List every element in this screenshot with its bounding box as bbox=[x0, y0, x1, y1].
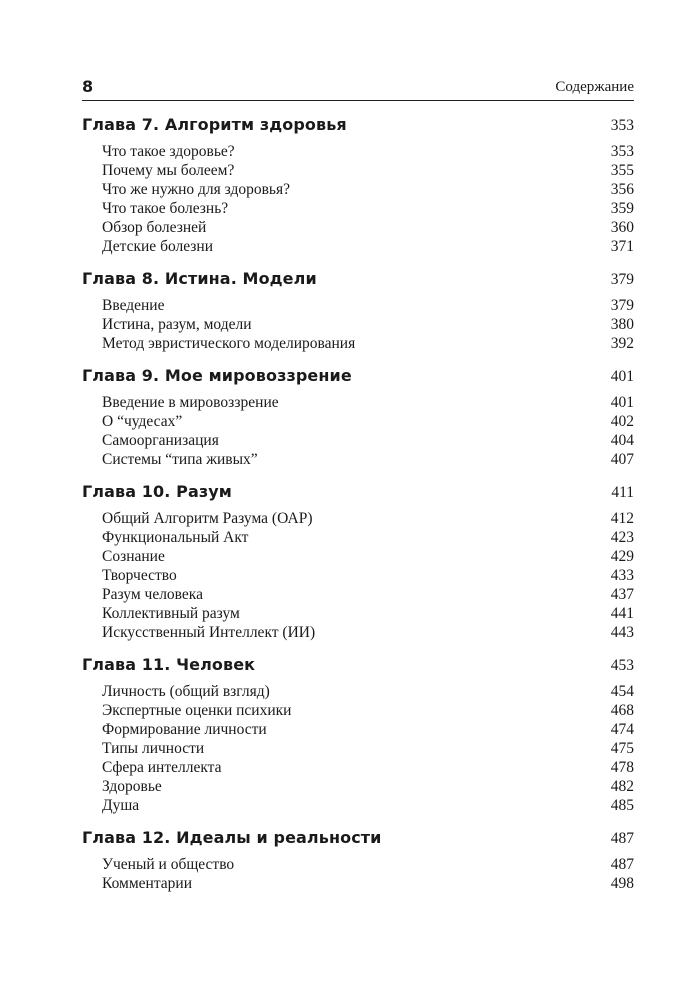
entry-page-number: 423 bbox=[610, 529, 634, 546]
entry-title: Системы “типа живых” bbox=[102, 451, 258, 468]
toc-entry bbox=[82, 181, 634, 200]
entry-page-number: 498 bbox=[610, 875, 634, 892]
toc-entry bbox=[82, 624, 634, 643]
toc-entry bbox=[82, 143, 634, 162]
page-number: 8 bbox=[82, 77, 94, 96]
entry-page-number: 443 bbox=[610, 624, 634, 641]
entry-page-number: 454 bbox=[610, 683, 634, 700]
chapter-page-number: 353 bbox=[610, 117, 634, 134]
entry-title: Творчество bbox=[102, 567, 177, 584]
entry-title: Формирование личности bbox=[102, 721, 267, 738]
entry-title: О “чудесах” bbox=[102, 413, 183, 430]
entry-title: Обзор болезней bbox=[102, 219, 207, 236]
toc-entry bbox=[82, 510, 634, 529]
entry-page-number: 478 bbox=[610, 759, 634, 776]
entry-page-number: 412 bbox=[610, 510, 634, 527]
entry-title: Почему мы болеем? bbox=[102, 162, 235, 179]
entry-page-number: 379 bbox=[610, 297, 634, 314]
toc-entry bbox=[82, 586, 634, 605]
entry-title: Коллективный разум bbox=[102, 605, 240, 622]
entry-page-number: 468 bbox=[610, 702, 634, 719]
chapter-section bbox=[82, 267, 634, 364]
chapter-page-number: 487 bbox=[610, 830, 634, 847]
chapter-title: Глава 9. Мое мировоззрение bbox=[82, 366, 352, 385]
entry-title: Введение в мировоззрение bbox=[102, 394, 279, 411]
chapter-page-number: 379 bbox=[610, 271, 634, 288]
entry-list bbox=[82, 297, 634, 364]
toc-entry bbox=[82, 797, 634, 816]
entry-page-number: 475 bbox=[610, 740, 634, 757]
entry-page-number: 356 bbox=[610, 181, 634, 198]
chapter-heading bbox=[82, 113, 634, 143]
entry-page-number: 402 bbox=[610, 413, 634, 430]
entry-title: Что такое здоровье? bbox=[102, 143, 235, 160]
chapter-title: Глава 7. Алгоритм здоровья bbox=[82, 115, 347, 134]
entry-title: Введение bbox=[102, 297, 165, 314]
chapter-section bbox=[82, 653, 634, 826]
toc-entry bbox=[82, 702, 634, 721]
toc-entry bbox=[82, 219, 634, 238]
toc-entry bbox=[82, 162, 634, 181]
chapter-heading bbox=[82, 480, 634, 510]
entry-title: Здоровье bbox=[102, 778, 162, 795]
chapter-title: Глава 12. Идеалы и реальности bbox=[82, 828, 382, 847]
toc-entry bbox=[82, 856, 634, 875]
toc-entry bbox=[82, 778, 634, 797]
entry-list bbox=[82, 394, 634, 480]
toc-entry bbox=[82, 740, 634, 759]
entry-title: Искусственный Интеллект (ИИ) bbox=[102, 624, 316, 641]
chapter-title: Глава 11. Человек bbox=[82, 655, 256, 674]
table-of-contents bbox=[82, 113, 634, 904]
toc-entry bbox=[82, 297, 634, 316]
toc-entry bbox=[82, 567, 634, 586]
entry-page-number: 380 bbox=[610, 316, 634, 333]
entry-page-number: 401 bbox=[610, 394, 634, 411]
entry-title: Личность (общий взгляд) bbox=[102, 683, 270, 700]
chapter-title: Глава 10. Разум bbox=[82, 482, 232, 501]
entry-title: Душа bbox=[102, 797, 140, 814]
toc-entry bbox=[82, 548, 634, 567]
toc-entry bbox=[82, 875, 634, 894]
entry-list bbox=[82, 510, 634, 653]
entry-page-number: 485 bbox=[610, 797, 634, 814]
entry-title: Типы личности bbox=[102, 740, 205, 757]
entry-title: Сознание bbox=[102, 548, 165, 565]
toc-entry bbox=[82, 335, 634, 354]
toc-entry bbox=[82, 316, 634, 335]
entry-title: Сфера интеллекта bbox=[102, 759, 222, 776]
entry-page-number: 474 bbox=[610, 721, 634, 738]
chapter-section bbox=[82, 364, 634, 480]
entry-page-number: 371 bbox=[610, 238, 634, 255]
running-title: Содержание bbox=[555, 79, 634, 95]
entry-page-number: 407 bbox=[610, 451, 634, 468]
entry-page-number: 392 bbox=[610, 335, 634, 352]
chapter-section bbox=[82, 480, 634, 653]
page-header bbox=[82, 78, 634, 101]
entry-title: Общий Алгоритм Разума (ОАР) bbox=[102, 510, 313, 527]
entry-page-number: 404 bbox=[610, 432, 634, 449]
entry-page-number: 433 bbox=[610, 567, 634, 584]
entry-title: Ученый и общество bbox=[102, 856, 235, 873]
toc-entry bbox=[82, 432, 634, 451]
toc-entry bbox=[82, 529, 634, 548]
entry-page-number: 355 bbox=[610, 162, 634, 179]
entry-page-number: 482 bbox=[610, 778, 634, 795]
entry-page-number: 359 bbox=[610, 200, 634, 217]
entry-page-number: 360 bbox=[610, 219, 634, 236]
entry-title: Детские болезни bbox=[102, 238, 214, 255]
toc-entry bbox=[82, 413, 634, 432]
toc-entry bbox=[82, 451, 634, 470]
chapter-page-number: 411 bbox=[611, 484, 634, 501]
toc-entry bbox=[82, 759, 634, 778]
toc-entry bbox=[82, 394, 634, 413]
entry-list bbox=[82, 143, 634, 267]
chapter-page-number: 453 bbox=[610, 657, 634, 674]
entry-title: Экспертные оценки психики bbox=[102, 702, 292, 719]
entry-list bbox=[82, 683, 634, 826]
chapter-page-number: 401 bbox=[610, 368, 634, 385]
chapter-section bbox=[82, 113, 634, 267]
toc-entry bbox=[82, 238, 634, 257]
entry-title: Истина, разум, модели bbox=[102, 316, 252, 333]
entry-title: Что такое болезнь? bbox=[102, 200, 229, 217]
entry-list bbox=[82, 856, 634, 904]
chapter-heading bbox=[82, 826, 634, 856]
toc-entry bbox=[82, 721, 634, 740]
entry-title: Метод эвристического моделирования bbox=[102, 335, 356, 352]
entry-title: Комментарии bbox=[102, 875, 192, 892]
entry-title: Самоорганизация bbox=[102, 432, 219, 449]
entry-title: Разум человека bbox=[102, 586, 203, 603]
chapter-section bbox=[82, 826, 634, 904]
entry-title: Функциональный Акт bbox=[102, 529, 249, 546]
entry-page-number: 437 bbox=[610, 586, 634, 603]
chapter-title: Глава 8. Истина. Модели bbox=[82, 269, 317, 288]
toc-entry bbox=[82, 683, 634, 702]
entry-page-number: 429 bbox=[610, 548, 634, 565]
chapter-heading bbox=[82, 653, 634, 683]
entry-page-number: 353 bbox=[610, 143, 634, 160]
entry-title: Что же нужно для здоровья? bbox=[102, 181, 290, 198]
toc-entry bbox=[82, 200, 634, 219]
chapter-heading bbox=[82, 267, 634, 297]
entry-page-number: 441 bbox=[610, 605, 634, 622]
entry-page-number: 487 bbox=[610, 856, 634, 873]
toc-entry bbox=[82, 605, 634, 624]
chapter-heading bbox=[82, 364, 634, 394]
